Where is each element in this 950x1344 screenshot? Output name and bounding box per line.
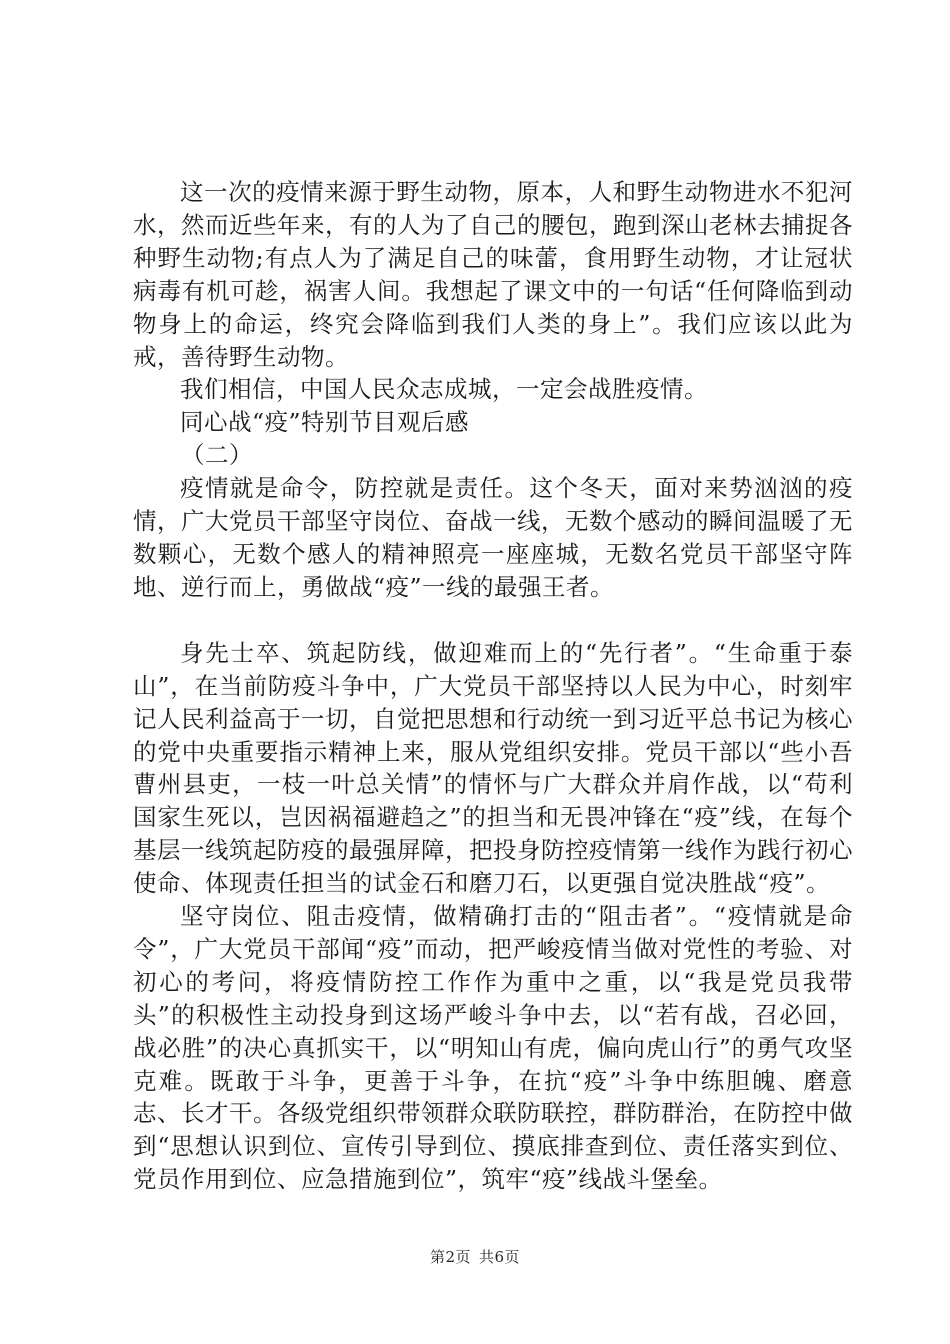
paragraph-confidence: 我们相信，中国人民众志成城，一定会战胜疫情。 bbox=[180, 375, 708, 404]
page-total: 共6页 bbox=[479, 1248, 521, 1266]
paragraph-wildlife-origin: 这一次的疫情来源于野生动物，原本，人和野生动物进水不犯河水，然而近些年来，有的人为了自己的腰包，跑到深山老林去捕捉各种野生动物;有点人为了满足自己的味蕾，食用野生动物，才让冠状病毒有机可趁，祸害人间。我想起了课文中的一句话“任何降临到动物身上的命运，终究会降临到我们人类的身上”。我们应该以此为戒，善待野生动物。 bbox=[133, 178, 853, 371]
document-body bbox=[133, 176, 853, 1196]
paragraph-pioneer: 身先士卒、筑起防线，做迎难而上的“先行者”。“生命重于泰山”，在当前防疫斗争中，广大党员干部坚持以人民为中心，时刻牢记人民利益高于一切，自觉把思想和行动统一到习近平总书记为核心的党中央重要指示精神上来，服从党组织安排。党员干部以“些小吾曹州县吏，一枝一叶总关情”的情怀与广大群众并肩作战，以“苟利国家生死以，岂因祸福避趋之”的担当和无畏冲锋在“疫”线，在每个基层一线筑起防疫的最强屏障，把投身防控疫情第一线作为践行初心使命、体现责任担当的试金石和磨刀石，以更强自觉决胜战“疫”。 bbox=[133, 638, 853, 898]
page-footer bbox=[0, 1246, 950, 1267]
paragraph-blocker: 坚守岗位、阻击疫情，做精确打击的“阻击者”。“疫情就是命令”，广大党员干部闻“疫”而动，把严峻疫情当做对党性的考验、对初心的考问，将疫情防控工作作为重中之重，以“我是党员我带头”的积极性主动投身到这场严峻斗争中去，以“若有战，召必回，战必胜”的决心真抓实干，以“明知山有虎，偏向虎山行”的勇气攻坚克难。既敢于斗争，更善于斗争，在抗“疫”斗争中练胆魄、磨意志、长才干。各级党组织带领群众联防联控，群防群治，在防控中做到“思想认识到位、宣传引导到位、摸底排查到位、责任落实到位、党员作用到位、应急措施到位”，筑牢“疫”线战斗堡垒。 bbox=[133, 902, 853, 1194]
page-number: 第2页 bbox=[429, 1248, 471, 1266]
section-title: 同心战“疫”特别节目观后感 bbox=[180, 408, 470, 437]
section-number: （二） bbox=[181, 441, 253, 470]
paragraph-epidemic-command: 疫情就是命令，防控就是责任。这个冬天，面对来势汹汹的疫情，广大党员干部坚守岗位、奋战一线，无数个感动的瞬间温暖了无数颗心，无数个感人的精神照亮一座座城，无数名党员干部坚守阵地、逆行而上，勇做战“疫”一线的最强王者。 bbox=[133, 474, 853, 601]
